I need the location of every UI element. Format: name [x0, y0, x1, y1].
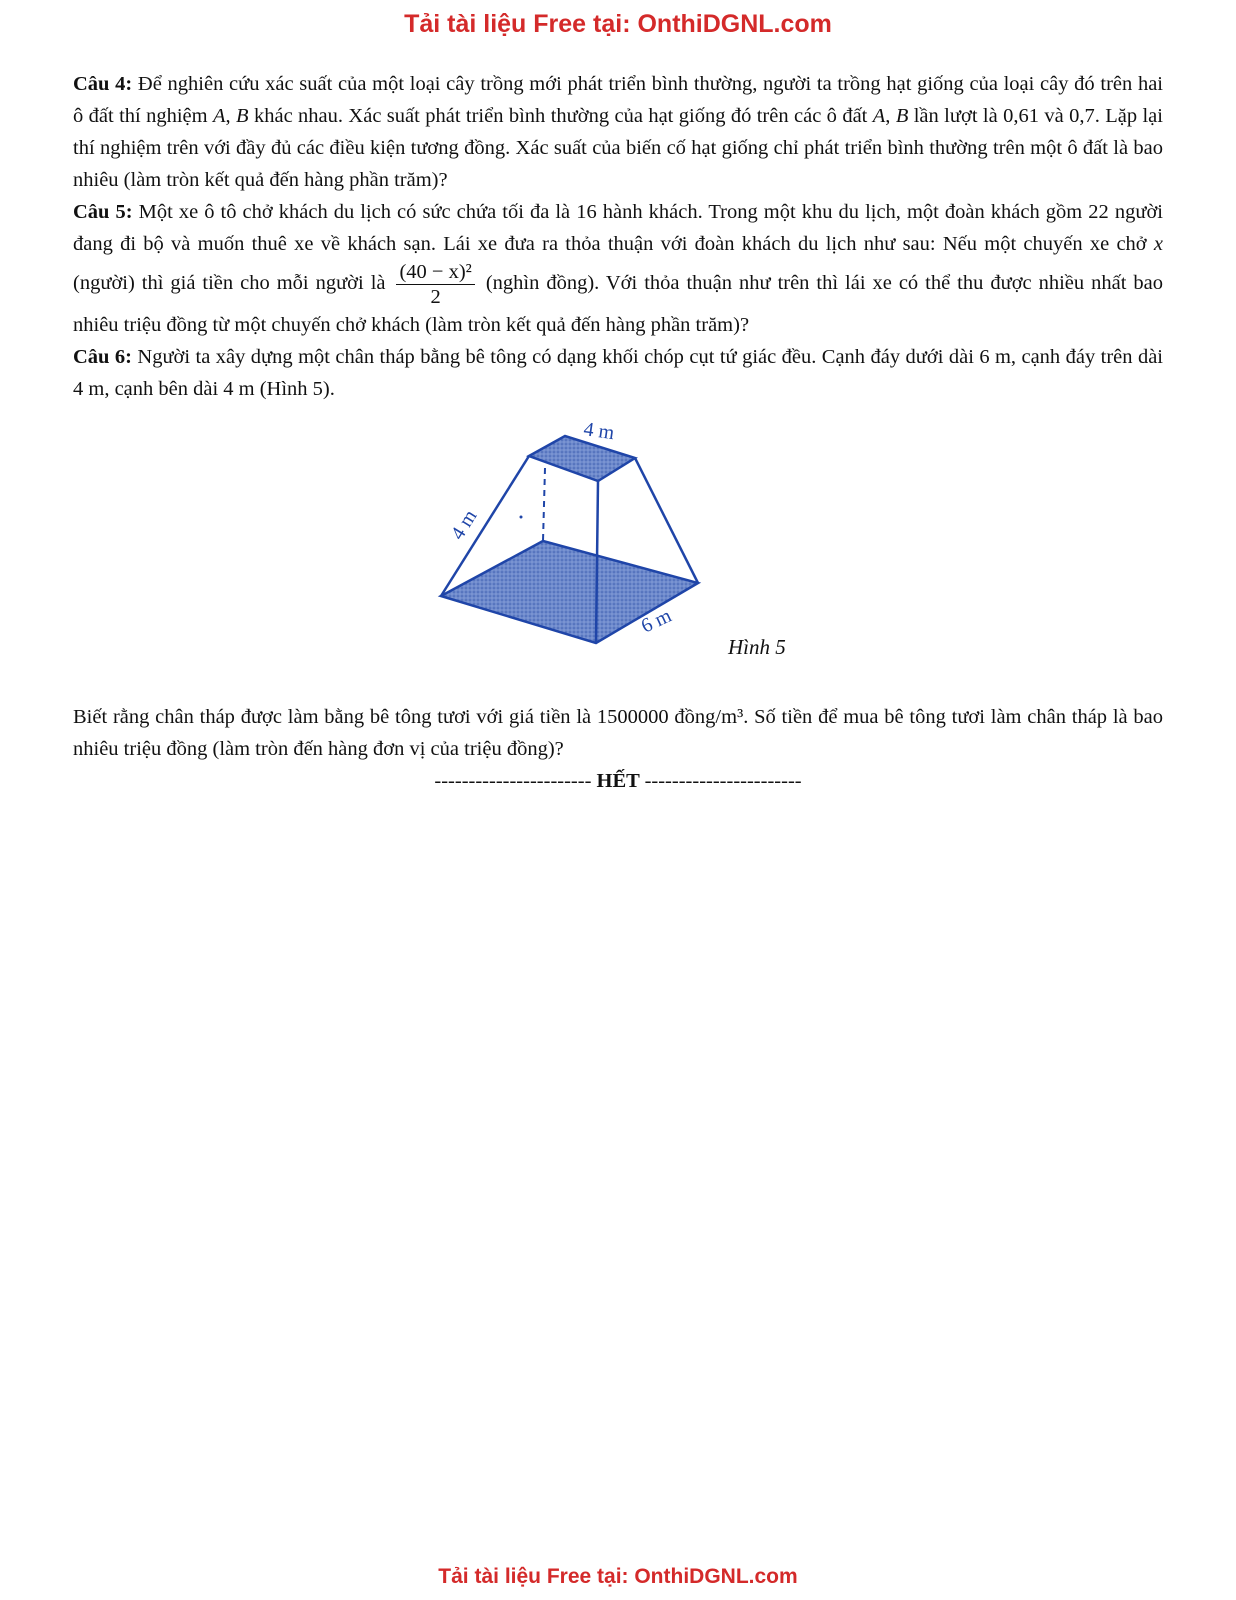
question-4: Câu 4: Để nghiên cứu xác suất của một loại cây trồng mới phát triển bình thường, người ta trồng hạt giống của loại cây đó trên hai ô đất thí nghiệm A, B khác nhau. Xác suất phát triển bình thường của hạt giống đó trên các ô đất A, B lần lượt là 0,61 và 0,7. Lặp lại thí nghiệm trên với đầy đủ các điều kiện tương đồng. Xác suất của biến cố hạt giống chỉ phát triển bình thường trên một ô đất là bao nhiêu (làm tròn kết quả đến hàng phần trăm)?: [73, 73, 1163, 191]
top-base-face: [529, 436, 635, 481]
bottom-edge-label: 6 m: [637, 604, 675, 638]
side-edge-label: 4 m: [446, 506, 482, 544]
lateral-edge-right: [635, 458, 698, 583]
document-body: [73, 68, 1163, 797]
question-4-label: Câu 4:: [73, 73, 133, 95]
question-6-continued: Biết rằng chân tháp được làm bằng bê tông tươi với giá tiền là 1500000 đồng/m³. Số tiền để mua bê tông tươi làm chân tháp là bao nhiêu triệu đồng (làm tròn đến hàng đơn vị của triệu đồng)?: [73, 706, 1163, 760]
price-fraction: $\frac{\text{(40 − x)²}}{2}$: [396, 260, 474, 309]
figure-truncated-pyramid: [73, 411, 1163, 701]
end-marker: ----------------------- HẾT -----------------------: [434, 770, 802, 792]
header-banner[interactable]: Tải tài liệu Free tại: OnthiDGNL.com: [404, 10, 832, 38]
question-5-label: Câu 5:: [73, 201, 133, 223]
footer-banner[interactable]: Tải tài liệu Free tại: OnthiDGNL.com: [438, 1565, 798, 1588]
figure-caption: Hình 5: [728, 635, 786, 659]
truncated-pyramid-diagram: [433, 411, 723, 661]
question-6-label: Câu 6:: [73, 346, 132, 368]
hidden-edge: [543, 468, 545, 541]
top-edge-label: 4 m: [582, 418, 616, 445]
figure-dot: [520, 516, 523, 519]
question-6: Câu 6: Người ta xây dựng một chân tháp bằng bê tông có dạng khối chóp cụt tứ giác đều. Cạnh đáy dưới dài 6 m, cạnh đáy trên dài 4 m, cạnh bên dài 4 m (Hình 5).: [73, 346, 1163, 400]
question-5: Câu 5: Một xe ô tô chở khách du lịch có sức chứa tối đa là 16 hành khách. Trong một khu du lịch, một đoàn khách gồm 22 người đang đi bộ và muốn thuê xe về khách sạn. Lái xe đưa ra thỏa thuận với đoàn khách du lịch như sau: Nếu một chuyến xe chở x (người) thì giá tiền cho mỗi người là $\frac{\text{(40 − x)²}}{2}$ (nghìn đồng). Với thỏa thuận như trên thì lái xe có thể thu được nhiều nhất bao nhiêu triệu đồng từ một chuyến chở khách (làm tròn kết quả đến hàng phần trăm)?: [73, 201, 1163, 336]
